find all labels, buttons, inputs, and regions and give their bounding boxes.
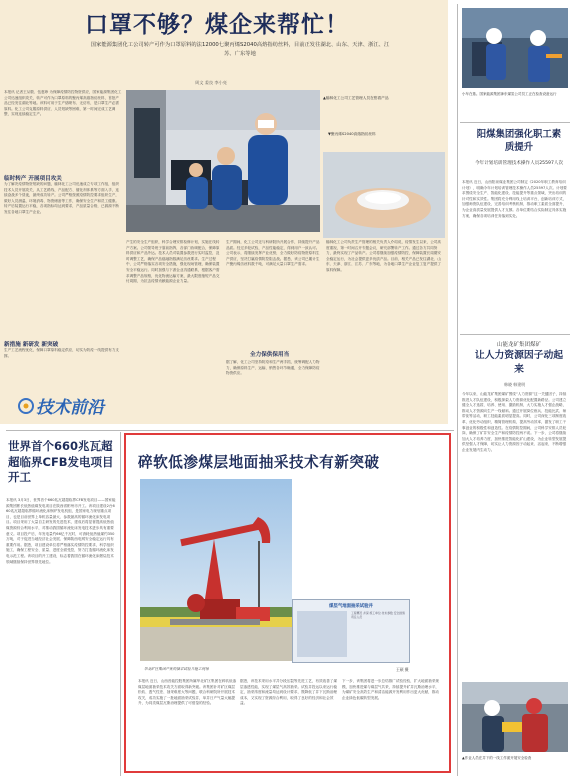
pellets-photo: [323, 152, 445, 238]
top-feature-story: [0, 0, 448, 424]
hl-body-col-3: 下一步，该集团将进一步总结推广试验经验，扩大地面抽采规模，加快推进煤与煤层气共采，持续提升矿井瓦斯治理水平，为煤矿安全高效生产和清洁能源开发利用作出更大贡献，推动企业绿色低碳转型发展。: [342, 679, 440, 700]
tech-frontier-logo-text: 技术前沿: [36, 398, 104, 418]
cfb-body: 本报讯 3月3日，世界首个660兆瓦超超临界CFB发电项目——国家能源集团彬长低热值煤发电项目在陕西省彬州市开工。该项目建设2台660兆瓦超超临界循环流化床锅炉发电机组，是国家电力规划重点项目，也是目前世界上单机容量最大、参数最高的循环流化床发电项目。项目采用了大量自主研发的先进技术，建成后将显著提高低热值煤资源综合利用水平，对推动我国循环流化床发电技术进步具有重要意义。项目投产后，年发电量约66亿千瓦时，可消耗低热值煤约350万吨，对于促进当地经济社会发展、保障陕西电网安全稳定运行具有重要作用。据悉，项目建设单位将严格落实疫情防控要求，科学组织施工，确保工程安全、质量、进度全面受控，努力打造循环流化床发电示范工程。该项目的开工建设，标志着我国在循环流化床燃烧技术领域继续保持世界领先地位。: [6, 498, 116, 564]
pellets-caption: ▼聚丙烯S2040高熔指纺丝料: [328, 132, 376, 136]
right-divider-2: [460, 334, 570, 335]
pumpjack-caption: 华北矿区集团产优的抽采试验井施工现场: [144, 667, 209, 671]
safety-check-photo: [462, 682, 568, 752]
highlighted-story-box: [124, 433, 451, 773]
top-text-col-1: 本报讯 记者王从敬、伍惠珍 为保障疫情防控物资供应，国家能源集团化工公司迅速组织攻关，转产可作为口罩原料的聚丙烯高熔指纺丝料，首批产品已经发往湖北等地。该料可用于生产熔喷布、无纺布，是口罩生产必需原料。化工公司克服原料供应、人员短缺等困难，第一时间完成工艺调整，实现连续稳定生产。: [4, 90, 122, 117]
top-text-col-3b: 据了解，化工公司坚持防疫和生产两手抓，统筹调配人力物力，确保原料生产、运输、销售各环节畅通，全力保障防疫物资供应。: [226, 360, 320, 376]
right-story2-kicker: 山能龙矿集团煤矿: [496, 342, 541, 348]
info-board-diagram: [297, 611, 347, 657]
safety-check-caption: ▲作业人员在井下的一线工作面开展安全检查: [462, 756, 532, 760]
right-story2-title: 让人力资源因子动起来: [474, 350, 564, 375]
mine-photo-caption: 小车在基。国家能源集团神东煤炭公司员工正在检查设备运行: [462, 92, 557, 96]
top-text-col-3: 生产期间，化工公司还与科研院所开展合作，持续提升产品品质。经过多轮试验，产品性能稳定，得到用户一致认可。公司表示，将继续发挥产业优势，全力做好防疫物资原料生产供应，坚决打赢疫情防控阻击战。据悉，该公司已累计生产聚丙烯纺丝料数千吨，可满足大量口罩生产需求。: [226, 240, 320, 267]
hl-body-col-2: 据悉，该技术采用水平井分段压裂等先进工艺，有效改善了煤层渗透性能，实现了煤层气高效抽采。试验井投运以来运行稳定，抽采浓度和流量均达到设计要求，既降低了井下瓦斯治理成本，又实现了资源综合利用，取得了良好的经济和社会效益。: [240, 679, 338, 706]
tech-frontier-logo: [18, 392, 108, 420]
right-divider-1: [460, 122, 570, 123]
right-story2-body: 今年以来，山能龙矿集团煤矿围绕“人力资源”这一关键因子，持续推进人才队伍建设，积极探索人力资源优化配置新路径。公司建立健全人才选拔、培养、使用、激励机制，大力实施人才强企战略，推动人才资源向生产一线倾斜。通过开展岗位练兵、技能比武、师带徒等活动，职工技能素质明显提高。同时，公司深化三项制度改革，优化劳动组织，精简管理机构，提高劳动效率，激发了职工干事创业的积极性和创造性。在疫情防控期间，公司科学安排人员轮岗，确保了矿井安全生产和疫情防控两不误。下一步，公司将继续加大人才培养力度，加快推进智能化矿山建设，为企业转型发展提供坚强人才保障，切实让人力资源因子动起来、活起来，不断增强企业发展内生动力。: [462, 392, 567, 452]
top-text-col-2: 产生的安全生产组织，科学合理安排检修计划，实施在线转产方案。公司领导班子靠前指挥，各部门协调配合，保障原料供应和产品外运。技术人员对装置参数进行实时监控，及时调整工艺，确保产品熔融指数满足纺丝要求。生产过程中，公司严格落实各项安全措施，强化现场管理，确保装置安全平稳运行。同时加强与下游企业沟通联系，根据客户需求调整产品规格，优化物流运输方案，最大限度缩短产品交付周期，为抗击疫情贡献能源企业力量。: [126, 240, 220, 284]
main-photo-caption: ▲榆林化工公司工艺管理人员在察看产品: [323, 96, 389, 100]
cfb-headline: 世界首个660兆瓦超超临界CFB发电项目开工: [8, 439, 114, 484]
highlighted-story-title: 碎软低渗煤层地面抽采技术有新突破: [138, 454, 380, 471]
horizontal-divider-mid: [6, 430, 454, 431]
right-story2-byline: 韩晓 韩建明: [504, 382, 526, 387]
top-text-col-1c: 生产工艺流程优化，保障口罩原料稳定供应，切实为防疫一线提供有力支撑。: [4, 348, 119, 358]
right-column: [460, 4, 570, 776]
info-board-title: 煤层气地面抽采试验井: [329, 604, 373, 609]
pumpjack-byline: 王硕 摄: [396, 667, 409, 672]
top-text-col-4: 榆林化工公司负责生产管理的相关负责人介绍说，疫情发生以来，公司高度重视，第一时间召开专题会议，研究部署转产工作。通过各方共同努力，最终实现了产品转产。公司将继续加强疫情防控，保障装置长周期安全稳定运行，为社会提供更多优质产品。目前，相关产品已发往湖北、山东、天津、浙江、江苏、广东等地，为各地口罩生产企业复工复产提供了原料保障。: [326, 240, 441, 272]
top-subhead-2: 全力保供保用当: [250, 352, 290, 358]
right-story1-subtitle: 今年计划培训管理技术操作人员25597人次: [474, 161, 564, 166]
right-story1-title: 阳煤集团强化职工素质提升: [476, 129, 562, 153]
pumpjack-photo: [140, 479, 292, 661]
mine-workers-photo: [462, 8, 568, 88]
info-board: [292, 599, 410, 663]
top-subhead-1: 临时转产 开展项目攻关: [4, 176, 62, 182]
vertical-divider-right: [457, 4, 458, 776]
top-byline: 周文 姜良 李小亮: [195, 80, 227, 85]
hl-body-col-1: 本报讯 近日，山西晋能控股集团所属华北矿区集团在碎软低渗煤层地面抽采技术攻关方面取得新突破。该集团针对矿区煤层松软、透气性差、抽采难度大等问题，联合科研院所开展技术攻关，成功实施了一批地面抽采试验井，单井日产气量大幅提升，为同类煤层瓦斯治理提供了可借鉴的经验。: [138, 679, 237, 706]
right-story1-body: 本报讯 近日，山西阳泉煤业集团公司制定《2020年职工教育培训计划》，明确今年计划培训管理技术操作人员25597人次。计划要求围绕安全生产、智能化建设、技能提升等重点领域，突出培训的针对性和实效性。集团将充分利用线上培训平台，创新培训方式，加强师资队伍建设，完善培训考核机制，推动职工素质全面提升，为企业高质量发展提供人才支撑。各单位要结合实际制定具体实施方案，确保各项培训任务落到实处。: [462, 180, 567, 218]
vertical-divider-left: [120, 432, 121, 776]
top-text-col-1b: 为了解决疫情物资短缺的问题，榆林化工公司迅速成立专项工作组，组织技术人员开展攻关，从工艺路线、产品配方、催化剂体系等方面入手，连续奋战多个昼夜，最终成功转产。公司严格按照疫情防控要求组织生产，做好人员测温、环境消毒、物资储备等工作，确保安全生产和员工健康。转产后装置运行平稳，各项指标均达到要求，产品质量合格，已源源不断发往各地口罩生产企业。: [4, 182, 119, 214]
top-small-heading: 新措施 新研发 新突破: [4, 342, 59, 348]
control-room-photo: [126, 90, 320, 232]
info-board-text: 工程概况 井深 施工单位 技术参数 安全措施 责任人员: [351, 611, 405, 619]
top-deck: 国家能源集团化工公司转产可作为口罩原料的法12000七聚丙烯S2040高熔指纺丝料，目前正发往湖北、山东、天津、浙江、江苏、广东等地: [90, 42, 390, 57]
top-headline: 口罩不够？煤企来帮忙！: [85, 12, 349, 38]
